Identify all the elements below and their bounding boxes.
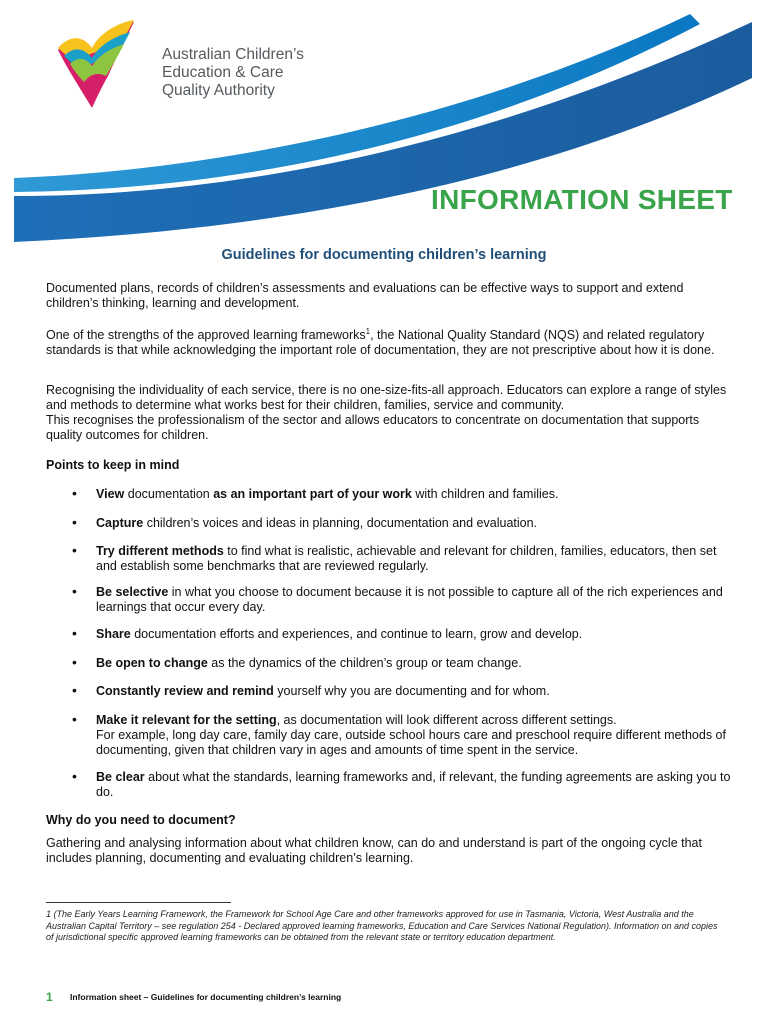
acecqa-logo-icon [54,18,164,110]
bullet-dot: • [72,768,77,784]
org-name-line-1: Australian Children’s [162,46,304,63]
bullet-dot: • [72,514,77,530]
list-item: • Constantly review and remind yourself why you are documenting and for whom. [72,682,550,698]
bullet-dot: • [72,542,77,558]
footer-text: Information sheet – Guidelines for documenting children’s learning [70,992,342,1002]
footnote-reference: 1 [365,327,371,336]
list-item: • Be clear about what the standards, learning frameworks and, if relevant, the funding agreements are asking you to do. [72,768,731,799]
footnote-divider [46,902,231,903]
list-item: • Be selective in what you choose to document because it is not possible to capture all of the rich experiences and learnings that occur every day. [72,583,723,614]
list-item: • Make it relevant for the setting, as documentation will look different across different settings. For example, long day care, family day care, outside school hours care and preschool require different methods of documenting, given that children vary in ages and amounts of time spent in the service. [72,711,726,757]
list-item: • View documentation as an important part of your work with children and families. [72,485,559,501]
why-paragraph: Gathering and analysing information about what children know, can do and understand is part of the ongoing cycle that includes planning, documenting and evaluating children’s learning. [46,836,702,865]
bullet-dot: • [72,625,77,641]
org-name-line-3: Quality Authority [162,82,275,99]
footnote: 1 (The Early Years Learning Framework, the Framework for School Age Care and other frameworks approved for use in Tasmania, Victoria, West Australia and the Australian Capital Territory – see regulation 254 - Declared approved learning frameworks, Education and Care Services National Regulation). Information on and copies of jurisdictional specific approved learning frameworks can be obtained from the relevant state or territory education department. [46,909,718,942]
list-item: • Share documentation efforts and experiences, and continue to learn, grow and develop. [72,625,583,641]
bullet-dot: • [72,711,77,727]
intro-paragraph-2: One of the strengths of the approved learning frameworks$^1$, the National Quality Standard (NQS) and related regulatory standards is that while acknowledging the important role of documentation, they are not prescriptive about how it is done. [46,327,715,358]
why-heading: Why do you need to document? [46,813,236,827]
points-heading: Points to keep in mind [46,458,180,472]
bullet-dot: • [72,654,77,670]
bullet-dot: • [72,485,77,501]
organisation-name [162,46,304,100]
list-item: • Try different methods to find what is realistic, achievable and relevant for children, families, educators, then set and establish some benchmarks that are reviewed regularly. [72,542,717,573]
information-sheet-label: INFORMATION SHEET [431,184,733,215]
document-title: Guidelines for documenting children’s learning [221,247,547,263]
org-name-line-2: Education & Care [162,64,284,81]
list-item: • Capture children’s voices and ideas in planning, documentation and evaluation. [72,514,538,530]
intro-paragraph-3: Recognising the individuality of each service, there is no one-size-fits-all approach. Educators can explore a range of styles and methods to determine what works best for their children, families, service and community. This recognises the professionalism of the sector and allows educators to concentrate on documentation that supports quality outcomes for children. [46,383,727,442]
bullet-dot: • [72,583,77,599]
page-number: 1 [46,990,53,1004]
bullet-dot: • [72,682,77,698]
intro-paragraph-1: Documented plans, records of children’s assessments and evaluations can be effective ways to support and extend children’s thinking, learning and development. [46,281,684,310]
list-item: • Be open to change as the dynamics of the children’s group or team change. [72,654,522,670]
